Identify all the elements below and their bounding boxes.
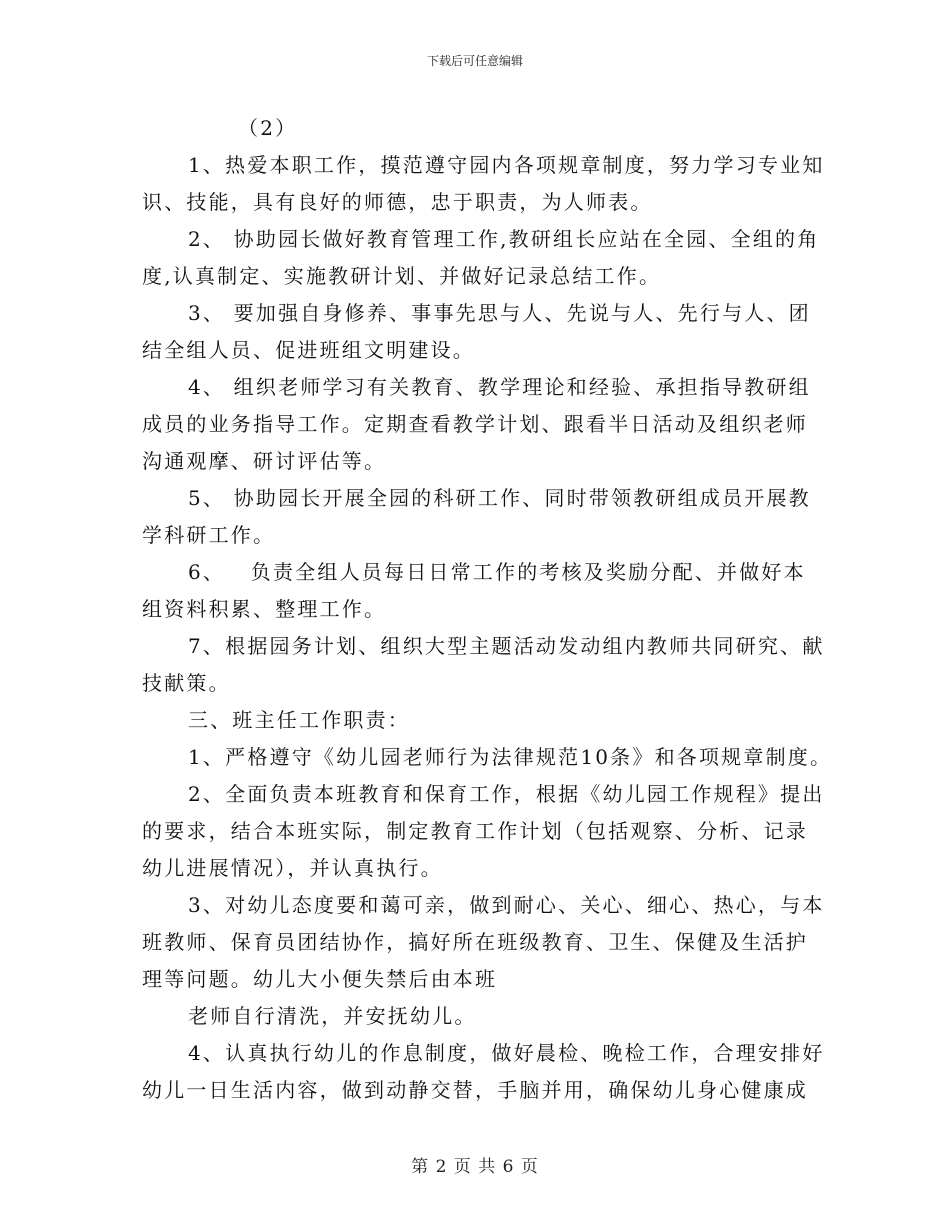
paragraph-line: 2、 协助园长做好教育管理工作,教研组长应站在全园、全组的角 [188,227,820,251]
paragraph-line: 1、热爱本职工作，摸范遵守园内各项规章制度，努力学习专业知 [188,153,825,177]
page-footer: 第 2 页 共 6 页 [411,1157,539,1177]
paragraph-line: 7、根据园务计划、组织大型主题活动发动组内教师共同研究、献 [188,634,825,658]
paragraph-line: 学科研工作。 [142,523,276,547]
paragraph-line: 5、 协助园长开展全园的科研工作、同时带领教研组成员开展教 [188,486,811,510]
paragraph-line: 成员的业务指导工作。定期查看教学计划、跟看半日活动及组织老师 [142,412,808,436]
section-number: （2） [238,116,298,140]
paragraph-line: 老师自行清洗，并安抚幼儿。 [188,1004,477,1028]
paragraph-line: 2、全面负责本班教育和保育工作，根据《幼儿园工作规程》提出 [188,782,825,806]
page-header: 下载后可任意编辑 [426,54,523,68]
paragraph-line: 组资料积累、整理工作。 [142,597,387,621]
paragraph-line: 4、认真执行幼儿的作息制度，做好晨检、晚检工作，合理安排好 [188,1041,825,1065]
paragraph-line: 理等问题。幼儿大小便失禁后由本班 [142,967,498,991]
paragraph-line: 结全组人员、促进班组文明建设。 [142,338,475,362]
document-body [142,110,833,1109]
paragraph-line: 幼儿进展情况），并认真执行。 [142,856,443,880]
paragraph-line: 3、对幼儿态度要和蔼可亲，做到耐心、关心、细心、热心，与本 [188,893,825,917]
paragraph-line: 4、 组织老师学习有关教育、教学理论和经验、承担指导教研组 [188,375,811,399]
paragraph-line: 的要求，结合本班实际，制定教育工作计划（包括观察、分析、记录 [142,819,808,843]
section-heading: 三、班主任工作职责： [188,708,410,732]
paragraph-line: 度,认真制定、实施教研计划、并做好记录总结工作。 [142,264,662,288]
paragraph-line: 6、 负责全组人员每日日常工作的考核及奖励分配、并做好本 [188,560,806,584]
paragraph-line: 班教师、保育员团结协作，搞好所在班级教育、卫生、保健及生活护 [142,930,808,954]
paragraph-line: 技献策。 [142,671,231,695]
paragraph-line: 1、严格遵守《幼儿园老师行为法律规范10条》和各项规章制度。 [188,745,833,769]
paragraph-line: 幼儿一日生活内容，做到动静交替，手脑并用，确保幼儿身心健康成 [142,1078,808,1102]
paragraph-line: 3、 要加强自身修养、事事先思与人、先说与人、先行与人、团 [188,301,811,325]
paragraph-line: 识、技能，具有良好的师德，忠于职责，为人师表。 [142,190,653,214]
paragraph-line: 沟通观摩、研讨评估等。 [142,449,387,473]
